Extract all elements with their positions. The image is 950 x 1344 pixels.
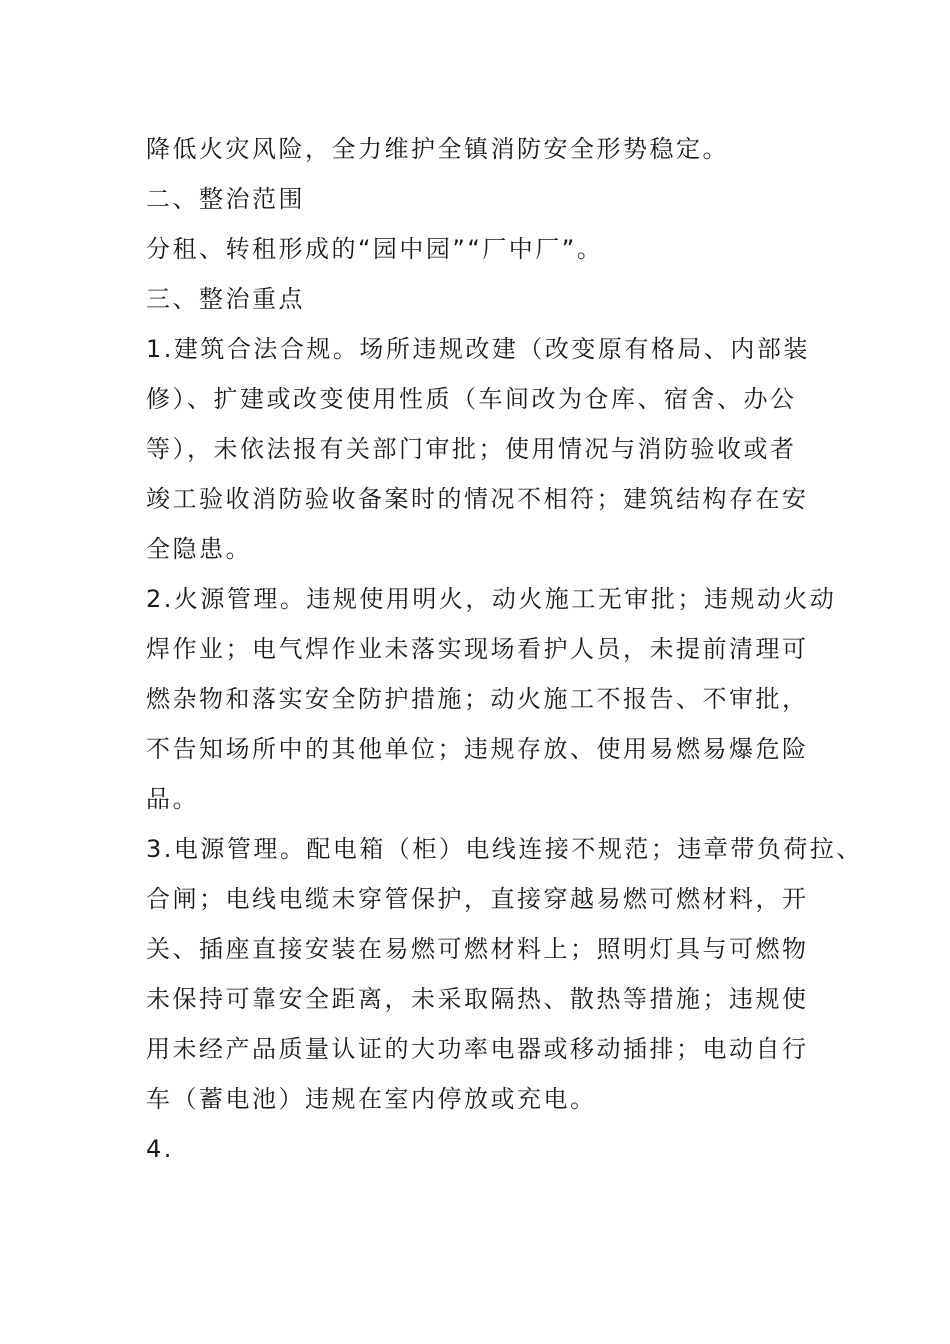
- text-line: 不告知场所中的其他单位；违规存放、使用易燃易爆危险: [146, 735, 809, 763]
- text-line: 关、插座直接安装在易燃可燃材料上；照明灯具与可燃物: [146, 935, 809, 963]
- text-line: 用未经产品质量认证的大功率电器或移动插排；电动自行: [146, 1035, 809, 1063]
- text-line: 竣工验收消防验收备案时的情况不相符；建筑结构存在安: [146, 485, 809, 513]
- text-line: 车（蓄电池）违规在室内停放或充电。: [146, 1085, 597, 1113]
- section-heading-scope: 二、整治范围: [146, 185, 305, 213]
- text-line: 1.建筑合法合规。场所违规改建（改变原有格局、内部装: [146, 335, 810, 363]
- text-line: 分租、转租形成的“园中园”“厂中厂”。: [146, 235, 604, 263]
- text-line: 焊作业；电气焊作业未落实现场看护人员，未提前清理可: [146, 635, 809, 663]
- text-line: 燃杂物和落实安全防护措施；动火施工不报告、不审批，: [146, 685, 809, 713]
- text-line: 合闸；电线电缆未穿管保护，直接穿越易燃可燃材料，开: [146, 885, 809, 913]
- text-line: 3.电源管理。配电箱（柜）电线连接不规范；违章带负荷拉、: [146, 835, 863, 863]
- text-line: 未保持可靠安全距离，未采取隔热、散热等措施；违规使: [146, 985, 809, 1013]
- text-line: 降低火灾风险，全力维护全镇消防安全形势稳定。: [146, 135, 729, 163]
- document-body: [146, 124, 863, 1174]
- section-heading-focus: 三、整治重点: [146, 285, 305, 313]
- text-line: 全隐患。: [146, 535, 252, 563]
- text-line: 4.: [146, 1135, 174, 1163]
- text-line: 品。: [146, 785, 199, 813]
- text-line: 2.火源管理。违规使用明火，动火施工无审批；违规动火动: [146, 585, 837, 613]
- text-line: 修）、扩建或改变使用性质（车间改为仓库、宿舍、办公: [146, 385, 797, 413]
- text-line: 等），未依法报有关部门审批；使用情况与消防验收或者: [146, 435, 797, 463]
